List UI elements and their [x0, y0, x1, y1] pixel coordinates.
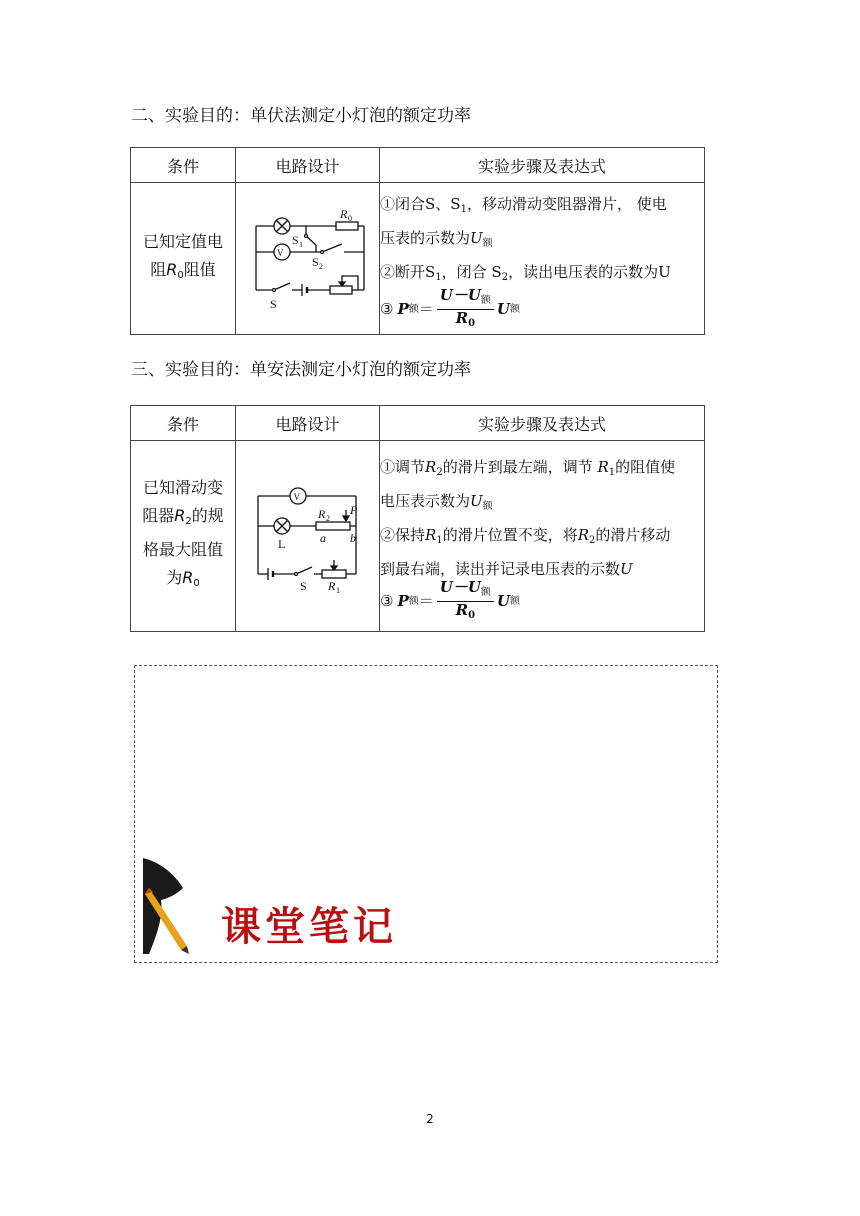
step-1-line2: 电压表示数为$U_额$ [380, 491, 493, 512]
rheostat-icon [330, 286, 352, 294]
condition-line: 已知滑动变 [142, 478, 223, 497]
svg-text:2: 2 [318, 261, 323, 271]
label-r1: R [327, 579, 335, 593]
svg-text:1: 1 [335, 586, 340, 594]
step-1-line2: 压表的示数为$U_额$ [380, 228, 493, 249]
step-2: ②断开$S_1$，闭合 $S_2$，读出电压表的示数为U [380, 262, 671, 283]
label-r0: R [339, 206, 347, 221]
step-2-line2: 到最右端，读出并记录电压表的示数U [380, 559, 633, 578]
label-b: b [349, 531, 356, 545]
steps-cell [380, 183, 705, 335]
header-condition: 条件 [131, 406, 236, 441]
section2-table [130, 147, 705, 335]
label-a: a [319, 531, 326, 545]
voltmeter-label: V [276, 247, 283, 258]
label-p: P [349, 503, 357, 517]
header-circuit: 电路设计 [236, 406, 380, 441]
formula-fraction: $\frac{U-U_额}{R_0}$ [437, 287, 494, 332]
page-number: 2 [426, 1112, 434, 1126]
condition-line: 格最大阻值 [142, 540, 223, 559]
section3-heading: 三、实验目的：单安法测定小灯泡的额定功率 [131, 360, 471, 380]
label-l: L [277, 537, 285, 551]
pen-icon [139, 858, 189, 954]
table-row [131, 441, 705, 632]
table-row [131, 183, 705, 335]
class-notes-box[interactable] [134, 665, 718, 963]
label-s: S [299, 579, 307, 593]
circuit-cell [236, 441, 380, 632]
condition-cell [131, 183, 236, 335]
header-condition: 条件 [131, 148, 236, 183]
formula-fraction: $\frac{U-U_额}{R_0}$ [437, 579, 494, 624]
circuit-diagram-voltmeter [246, 202, 370, 312]
svg-text:0: 0 [347, 213, 352, 223]
condition-line: 已知定值电 [142, 231, 223, 251]
rheostat-r1-icon [322, 570, 346, 578]
svg-text:2: 2 [325, 514, 330, 523]
condition-cell [131, 441, 236, 632]
table-header-row [131, 148, 705, 183]
resistor-r0-icon [336, 222, 358, 230]
table-header-row [131, 406, 705, 441]
condition-line: 为$R_0$ [166, 568, 200, 589]
condition-line: 阻$R_0$阻值 [150, 259, 216, 281]
step-1: ①调节$R_2$的滑片到最左端，调节 $R_1$的阻值使 [380, 457, 676, 478]
label-s: S [269, 296, 277, 311]
notes-title: 课堂笔记 [221, 904, 397, 950]
circuit-cell [236, 183, 380, 335]
header-circuit: 电路设计 [236, 148, 380, 183]
circuit-diagram-rheostats [246, 474, 370, 594]
step-3-formula: ③ P 额 ＝ $\frac{U-U_额}{R_0}$ U 额 [380, 584, 704, 620]
section2-heading: 二、实验目的：单伏法测定小灯泡的额定功率 [131, 106, 471, 126]
label-s1: S [291, 232, 299, 247]
steps-cell [380, 441, 705, 632]
header-steps: 实验步骤及表达式 [380, 148, 705, 183]
svg-text:1: 1 [298, 239, 303, 249]
condition-line: 阻器$R_2$的规 [142, 506, 224, 527]
section3-table [130, 405, 705, 632]
step-3-formula: ③ P 额 ＝ $\frac{U-U_额}{R_0}$ U 额 [380, 292, 704, 328]
step-1: ①闭合S、$S_1$，移动滑动变阻器滑片， 使电 [380, 194, 667, 215]
label-s2: S [311, 254, 319, 269]
rheostat-r2-icon [316, 522, 350, 530]
voltmeter-label: V [293, 492, 300, 502]
header-steps: 实验步骤及表达式 [380, 406, 705, 441]
label-r2: R [317, 507, 325, 521]
step-2: ②保持$R_1$的滑片位置不变，将$R_2$的滑片移动 [380, 525, 671, 546]
